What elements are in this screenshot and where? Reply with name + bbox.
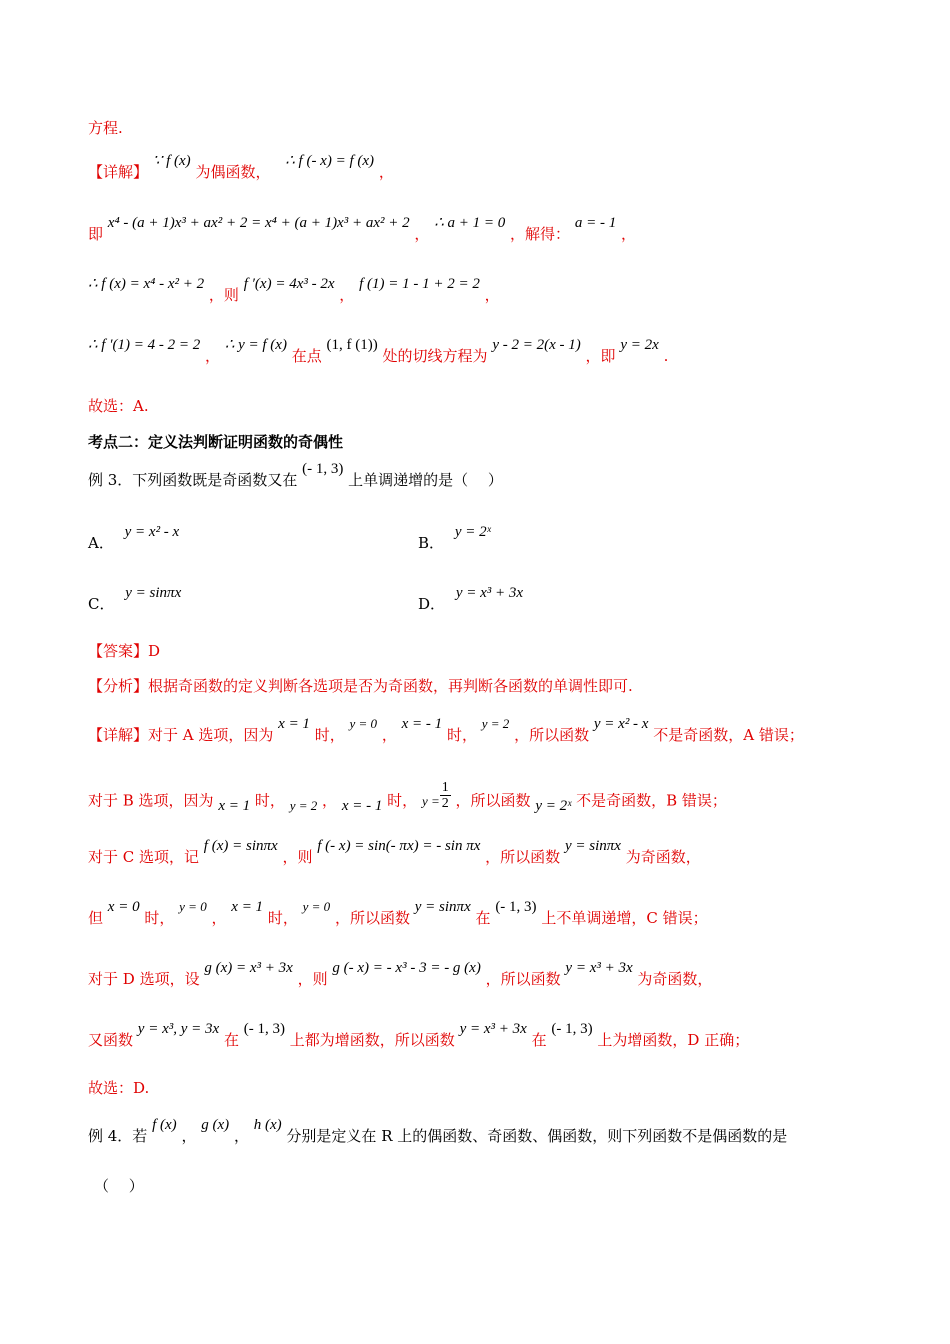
line-text: ，所以函数 xyxy=(514,726,590,744)
math-expr: (- 1, 3) xyxy=(495,899,537,915)
line-text: 故选：D. xyxy=(88,1079,150,1097)
math-expr: (- 1, 3) xyxy=(302,461,344,477)
line-text: 时， xyxy=(314,726,345,744)
question-text: 上单调递增的是（ ） xyxy=(348,471,503,489)
line-text: 上不单调递增，C 错误； xyxy=(541,909,708,927)
question-line xyxy=(88,1117,788,1147)
math-expr: y = sinπx xyxy=(414,899,471,915)
question-text: 分别是定义在 R 上的偶函数、奇函数、偶函数，则下列函数不是偶函数的是 xyxy=(286,1127,788,1145)
text-line xyxy=(88,838,701,868)
line-text: 不是奇函数，A 错误； xyxy=(653,726,804,744)
line-text: 对于 D 选项，设 xyxy=(88,970,200,988)
detail-line xyxy=(88,153,394,183)
line-text: 即 xyxy=(88,225,104,243)
math-expr: ∴ f ′(1) = 4 - 2 = 2 xyxy=(88,337,201,353)
question-text: ， xyxy=(181,1127,197,1145)
question-text: 例 4．若 xyxy=(88,1127,148,1145)
math-expr: y = x³ + 3x xyxy=(455,585,524,601)
line-text: ，则 xyxy=(282,848,313,866)
option-label: D． xyxy=(418,595,446,613)
math-expr: y = x² - x xyxy=(593,716,649,732)
math-expr: x = 1 xyxy=(278,716,310,732)
line-text: 为奇函数， xyxy=(625,848,701,866)
line-text: 在 xyxy=(475,909,491,927)
math-expr: x = 1 xyxy=(231,899,264,915)
math-expr: y = xyxy=(421,793,440,809)
line-text: ， xyxy=(620,225,636,243)
math-expr: f ′(x) = 4x³ - 2x xyxy=(243,276,335,292)
math-expr: y - 2 = 2(x - 1) xyxy=(492,337,581,353)
math-expr: y = 2 xyxy=(481,716,510,731)
math-expr: x⁴ - (a + 1)x³ + ax² + 2 = x⁴ + (a + 1)x³ + ax² + 2 xyxy=(107,215,410,231)
math-expr: y = sinπx xyxy=(125,585,182,601)
text-line xyxy=(88,337,669,367)
line-text: 又函数 xyxy=(88,1031,134,1049)
heading-text: 考点二：定义法判断证明函数的奇偶性 xyxy=(88,433,344,451)
math-expr: y = 0 xyxy=(302,899,331,914)
line-text: ， xyxy=(205,347,221,365)
line-text: 处的切线方程为 xyxy=(382,347,488,365)
line-text: ， xyxy=(211,909,227,927)
question-text: ， xyxy=(233,1127,249,1145)
math-expr: x = 0 xyxy=(107,899,140,915)
line-text: 但 xyxy=(88,909,104,927)
line-text: 为奇函数， xyxy=(637,970,713,988)
math-expr: y = 2ˣ xyxy=(454,524,491,540)
math-expr: f (- x) = sin(- πx) = - sin πx xyxy=(317,838,481,854)
math-expr: f (1) = 1 - 1 + 2 = 2 xyxy=(359,276,480,292)
line-text: ， xyxy=(322,791,338,810)
text-line xyxy=(88,118,123,138)
line-text: 【详解】对于 A 选项，因为 xyxy=(88,726,274,744)
math-expr: y = 0 xyxy=(179,899,207,914)
option-c xyxy=(88,585,182,614)
math-expr: ∴ f (x) = x⁴ - x² + 2 xyxy=(88,276,205,292)
line-text: ，则 xyxy=(208,286,239,304)
question-text: （ ） xyxy=(94,1177,144,1195)
fraction xyxy=(440,780,451,811)
question-text: 例 3．下列函数既是奇函数又在 xyxy=(88,471,298,489)
line-text: 在点 xyxy=(291,347,322,365)
math-expr: g (x) = x³ + 3x xyxy=(204,960,293,976)
fraction-denominator: 2 xyxy=(441,796,449,811)
line-text: ，所以函数 xyxy=(485,848,561,866)
line-text: 时， xyxy=(254,791,285,810)
math-expr: y = x³, y = 3x xyxy=(137,1021,220,1037)
line-text: ， xyxy=(414,225,430,243)
line-text: ，则 xyxy=(297,970,328,988)
line-text: 时， xyxy=(387,791,418,810)
math-expr: h (x) xyxy=(253,1117,282,1133)
math-expr: y = x³ + 3x xyxy=(459,1021,527,1037)
line-text: 故选：A. xyxy=(88,397,149,415)
line-text: ， xyxy=(339,286,355,304)
line-text: ，解得： xyxy=(510,225,571,243)
line-text: 为偶函数， xyxy=(195,163,271,181)
line-text: 时， xyxy=(446,726,477,744)
math-expr: y = x² - x xyxy=(124,524,180,540)
line-text: 时， xyxy=(267,909,298,927)
math-expr: ∵ f (x) xyxy=(152,153,191,169)
line-text: 对于 B 选项，因为 xyxy=(88,791,214,810)
line-text: 在 xyxy=(531,1031,547,1049)
math-expr: ∴ f (- x) = f (x) xyxy=(285,153,375,169)
line-text: ，所以函数 xyxy=(485,970,561,988)
math-expr: x = - 1 xyxy=(401,716,443,732)
math-expr: g (- x) = - x³ - 3 = - g (x) xyxy=(332,960,481,976)
question-line xyxy=(88,461,503,491)
text-line xyxy=(88,215,636,245)
line-text: ，所以函数 xyxy=(455,791,531,810)
option-label: A． xyxy=(88,534,114,552)
math-expr: a = - 1 xyxy=(574,215,617,231)
text-line xyxy=(88,396,149,416)
text-line xyxy=(88,276,500,306)
analysis-line xyxy=(88,676,633,696)
math-expr: g (x) xyxy=(201,1117,230,1133)
line-text: 方程. xyxy=(88,119,123,137)
detail-line xyxy=(88,716,804,746)
line-text: 在 xyxy=(223,1031,239,1049)
math-expr: ∴ y = f (x) xyxy=(224,337,287,353)
text-line xyxy=(88,899,708,929)
fraction-numerator: 1 xyxy=(441,780,449,795)
analysis-text: 【分析】根据奇函数的定义判断各选项是否为奇函数，再判断各函数的单调性即可. xyxy=(88,677,633,695)
math-expr: x = - 1 xyxy=(341,797,383,814)
line-text: 不是奇函数，B 错误； xyxy=(576,791,727,810)
answer-text: 【答案】D xyxy=(88,642,161,660)
math-expr: f (x) xyxy=(152,1117,177,1133)
line-text: 上都为增函数，所以函数 xyxy=(289,1031,455,1049)
text-line xyxy=(88,1021,750,1051)
text-line xyxy=(88,780,727,817)
line-text: ， xyxy=(378,163,394,181)
line-text: ，即 xyxy=(585,347,616,365)
line-text: ，所以函数 xyxy=(334,909,410,927)
math-expr: (- 1, 3) xyxy=(243,1021,285,1037)
section-heading xyxy=(88,432,343,452)
math-expr: y = 0 xyxy=(349,716,378,731)
math-expr: y = 2x xyxy=(620,337,659,353)
math-expr: (1, f (1)) xyxy=(326,337,378,353)
math-expr: y = 2ˣ xyxy=(535,797,572,814)
math-expr: y = 2 xyxy=(289,797,318,813)
detail-tag: 【详解】 xyxy=(88,163,149,181)
option-label: C． xyxy=(88,595,115,613)
answer-line xyxy=(88,641,160,661)
option-a xyxy=(88,524,180,553)
math-expr: y = sinπx xyxy=(564,838,621,854)
line-text: 时， xyxy=(144,909,175,927)
question-line xyxy=(94,1176,144,1196)
line-text: ， xyxy=(381,726,397,744)
line-text: ， xyxy=(484,286,500,304)
option-b xyxy=(418,524,491,553)
math-expr: f (x) = sinπx xyxy=(203,838,278,854)
line-text: 对于 C 选项，记 xyxy=(88,848,200,866)
line-text: . xyxy=(663,347,669,365)
math-expr: y = x³ + 3x xyxy=(565,960,633,976)
math-expr: ∴ a + 1 = 0 xyxy=(434,215,506,231)
option-d xyxy=(418,585,524,614)
option-label: B． xyxy=(418,534,445,552)
math-expr: x = 1 xyxy=(218,797,251,814)
text-line xyxy=(88,1078,149,1098)
math-expr: (- 1, 3) xyxy=(551,1021,593,1037)
line-text: 上为增函数，D 正确； xyxy=(597,1031,750,1049)
text-line xyxy=(88,960,713,990)
